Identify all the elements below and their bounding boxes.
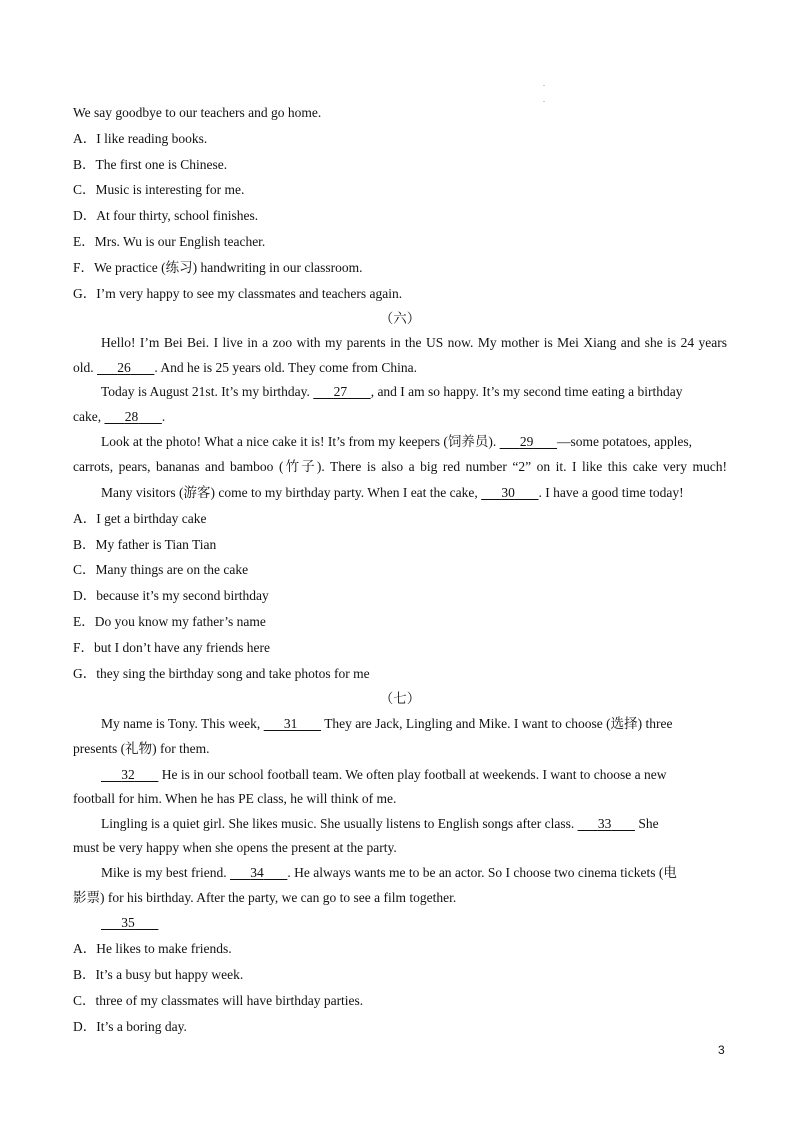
answer-blank[interactable]: 27 (333, 384, 348, 399)
paragraph-line: 32 He is in our school football team. We often play football at weekends. I want to choose a new (101, 766, 727, 784)
stray-dot: . (543, 95, 545, 104)
paragraph-line: Mike is my best friend. 34 . He always wants me to be an actor. So I choose two cinema tickets (电 (101, 865, 677, 880)
option-c: C．Many things are on the cake (73, 562, 249, 577)
paragraph-line: Many visitors (游客) come to my birthday party. When I eat the cake, 30 . I have a good time today! (101, 485, 684, 500)
option-c: C．three of my classmates will have birthday parties. (73, 993, 364, 1008)
option-a: A．I like reading books. (73, 131, 208, 146)
section-heading: （六） (379, 311, 421, 326)
answer-blank[interactable]: 33 (597, 816, 612, 831)
paragraph-line: 影票) for his birthday. After the party, we can go to see a film together. (73, 890, 457, 905)
paragraph-line: Today is August 21st. It’s my birthday. 27 , and I am so happy. It’s my second time eating a birthday (101, 384, 683, 399)
section-heading: （七） (379, 691, 421, 706)
paragraph-line: cake, 28 . (73, 409, 166, 424)
option-d: D．At four thirty, school finishes. (73, 208, 259, 223)
answer-blank[interactable]: 31 (283, 716, 298, 731)
option-f: F．but I don’t have any friends here (73, 640, 270, 655)
option-d: D．It’s a boring day. (73, 1019, 187, 1034)
intro-sentence: We say goodbye to our teachers and go home. (73, 105, 322, 120)
paragraph-line: old. 26 . And he is 25 years old. They come from China. (73, 360, 417, 375)
option-b: B．The first one is Chinese. (73, 157, 228, 172)
answer-blank[interactable]: 28 (124, 409, 139, 424)
option-a: A．I get a birthday cake (73, 511, 207, 526)
option-d: D．because it’s my second birthday (73, 588, 269, 603)
option-b: B．My father is Tian Tian (73, 537, 217, 552)
paragraph-line: football for him. When he has PE class, he will think of me. (73, 791, 397, 806)
paragraph-line: must be very happy when she opens the present at the party. (73, 840, 397, 855)
option-e: E．Do you know my father’s name (73, 614, 266, 629)
page-number: 3 (718, 1043, 725, 1057)
stray-dot: . (543, 79, 545, 88)
paragraph-line: presents (礼物) for them. (73, 741, 210, 756)
option-b: B．It’s a busy but happy week. (73, 967, 244, 982)
option-a: A．He likes to make friends. (73, 941, 232, 956)
option-c: C．Music is interesting for me. (73, 182, 245, 197)
option-e: E．Mrs. Wu is our English teacher. (73, 234, 266, 249)
paragraph-line: carrots, pears, bananas and bamboo (竹子). There is also a big red number “2” on it. I like this cake very much! (73, 459, 727, 474)
paragraph-line: Lingling is a quiet girl. She likes music. She usually listens to English songs after class. 33 She (101, 816, 659, 831)
answer-blank[interactable]: 30 (501, 485, 515, 500)
answer-blank[interactable]: 35 (121, 915, 135, 930)
paragraph-line (101, 914, 727, 932)
answer-blank[interactable]: 32 (121, 767, 135, 782)
paragraph-line: Hello! I’m Bei Bei. I live in a zoo with my parents in the US now. My mother is Mei Xiang and she is 24 years (101, 335, 727, 350)
option-g: G．I’m very happy to see my classmates and teachers again. (73, 286, 403, 301)
paragraph-line: Look at the photo! What a nice cake it is! It’s from my keepers (饲养员). 29 —some potatoes, apples, (101, 434, 692, 449)
option-f: F．We practice (练习) handwriting in our classroom. (73, 260, 363, 275)
paragraph-line: My name is Tony. This week, 31 They are Jack, Lingling and Mike. I want to choose (选择) three (101, 716, 673, 731)
answer-blank[interactable]: 26 (117, 360, 131, 375)
option-g: G．they sing the birthday song and take photos for me (73, 666, 370, 681)
answer-blank[interactable]: 34 (250, 865, 264, 880)
answer-blank[interactable]: 29 (519, 434, 534, 449)
